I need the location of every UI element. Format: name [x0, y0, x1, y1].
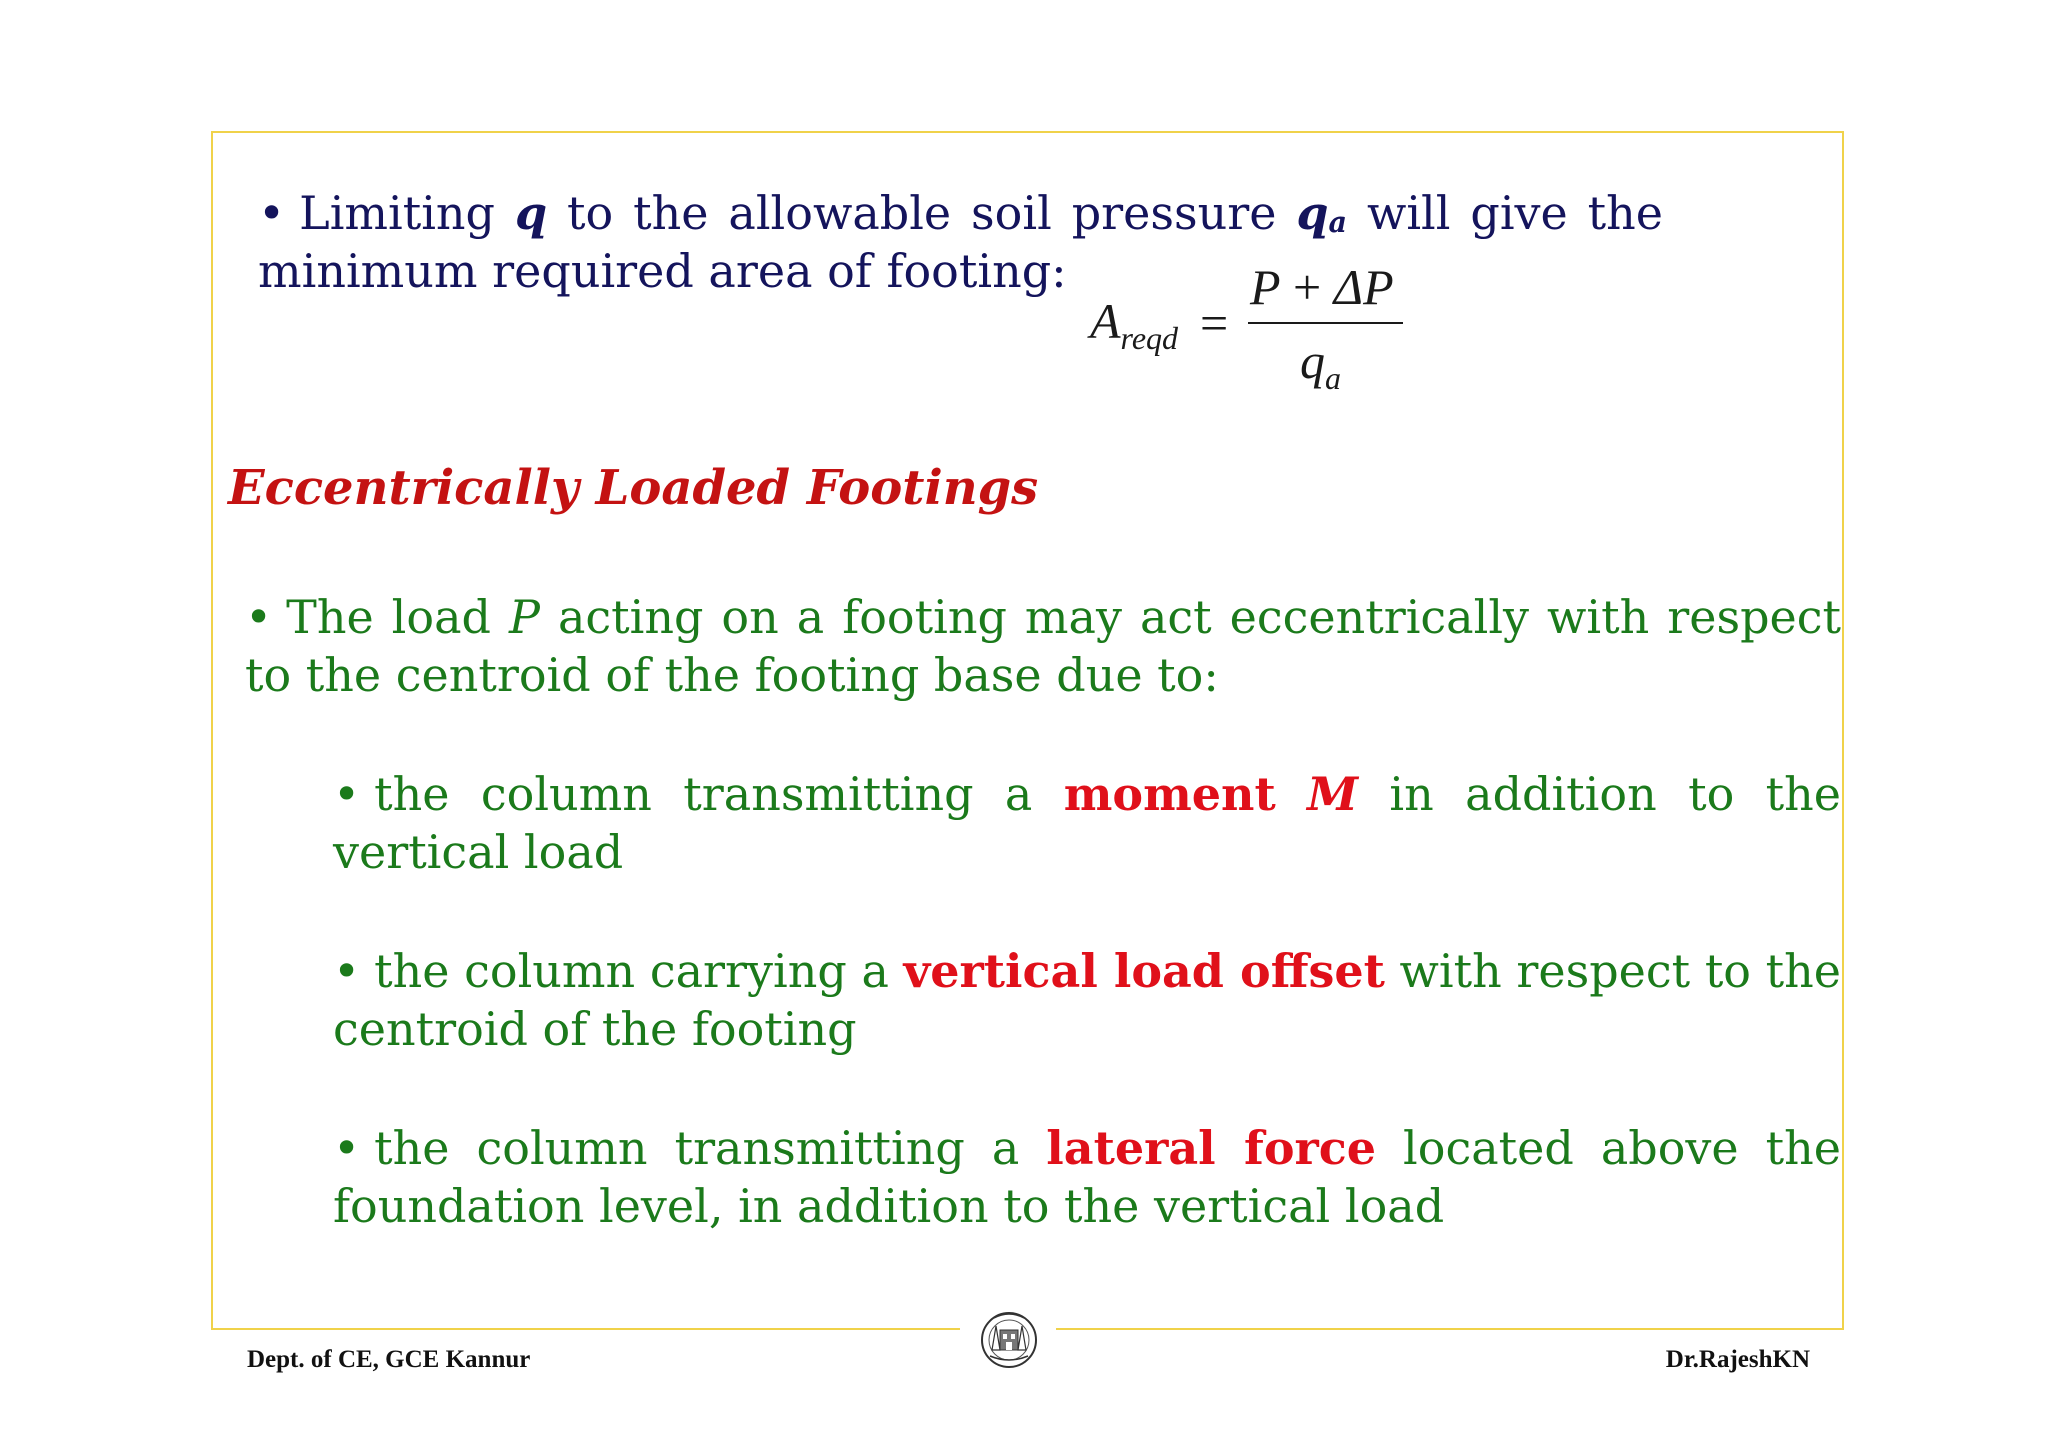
symbol-p: P: [508, 590, 540, 644]
sub-bullet-moment: [333, 765, 1841, 881]
highlight-moment: moment: [1063, 767, 1276, 821]
bullet-mark: •: [333, 944, 361, 998]
bullet-mark: •: [333, 767, 361, 821]
text: to the allowable soil pressure: [547, 186, 1297, 240]
text: in addition to the vertical load: [333, 767, 1841, 879]
formula-denominator: $q_a$: [1300, 333, 1341, 397]
section-heading: Eccentrically Loaded Footings: [228, 460, 1039, 516]
college-seal-icon: [978, 1306, 1040, 1378]
bullet-mark: •: [333, 1121, 361, 1175]
text: The load: [286, 590, 509, 644]
bullet-mark: •: [258, 186, 286, 240]
text: located above the foundation level, in addition to the vertical load: [333, 1121, 1841, 1233]
bullet-limiting-q: [258, 184, 1663, 300]
footer-author: Dr.RajeshKN: [1665, 1346, 1810, 1373]
sub-bullet-lateral: [333, 1119, 1841, 1235]
text: the column transmitting a: [374, 1121, 1047, 1175]
bullet-mark: •: [245, 590, 273, 644]
formula-numerator: P + ΔP: [1250, 259, 1394, 315]
symbol-q: q: [514, 186, 548, 240]
area-formula: [1090, 259, 1420, 402]
bullet-eccentric-load: [245, 588, 1841, 704]
highlight-offset: vertical load offset: [903, 944, 1385, 998]
text: with respect to the centroid of the footing: [333, 944, 1842, 1056]
formula-equals: =: [1200, 295, 1229, 351]
footer-department: Dept. of CE, GCE Kannur: [247, 1346, 531, 1373]
text: will give the minimum required area of footing:: [258, 186, 1664, 298]
text: the column carrying a: [374, 944, 904, 998]
highlight-lateral-force: lateral force: [1046, 1121, 1377, 1175]
symbol-qa: $q_a$: [1296, 186, 1348, 240]
fraction-bar: [1248, 322, 1403, 324]
text: the column transmitting a: [374, 767, 1064, 821]
text: acting on a footing may act eccentrically with respect to the centroid of the footing base due to:: [245, 590, 1841, 702]
formula-lhs: $A_{reqd}$: [1090, 293, 1179, 357]
symbol-m: M: [1307, 767, 1359, 821]
text: Limiting: [299, 186, 515, 240]
sub-bullet-offset: [333, 942, 1841, 1058]
